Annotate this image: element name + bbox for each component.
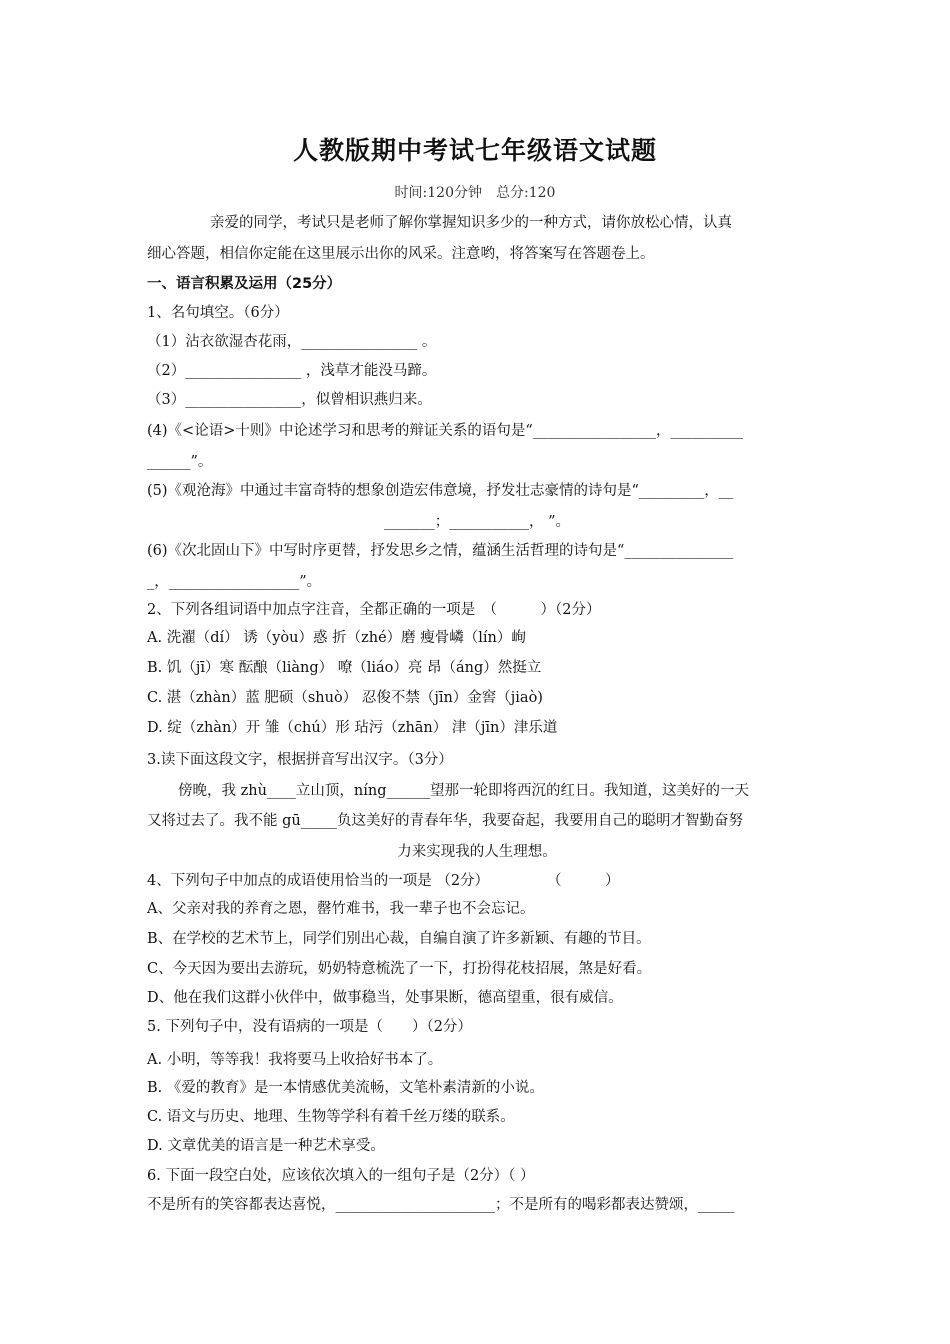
question-line: 不是所有的笑容都表达喜悦，______________________；不是所有的喝彩都表达赞颂，_____ bbox=[147, 1197, 735, 1213]
question-item: （3）________________，似曾相识燕归来。 bbox=[147, 392, 432, 408]
option-a: A. 小明，等等我！我将要马上收拾好书本了。 bbox=[147, 1052, 443, 1068]
option-d: D、他在我们这群小伙伴中，做事稳当，处事果断，德高望重，很有威信。 bbox=[147, 990, 623, 1006]
passage-line: 又将过去了。我不能 gū_____负这美好的青春年华，我要奋起，我要用自己的聪明才智勤奋努 bbox=[147, 813, 743, 829]
option-d: D. 文章优美的语言是一种艺术享受。 bbox=[147, 1138, 385, 1154]
question-item: _，__________________”。 bbox=[147, 574, 322, 590]
option-d: D. 绽（zhàn）开 雏（chú）形 玷污（zhān） 津（jīn）津乐道 bbox=[147, 720, 558, 736]
option-c: C、今天因为要出去游玩，奶奶特意梳洗了一下，打扮得花枝招展，煞是好看。 bbox=[147, 961, 652, 977]
option-a: A、父亲对我的养育之恩，罄竹难书，我一辈子也不会忘记。 bbox=[147, 901, 535, 917]
question-stem: 2、下列各组词语中加点字注音，全都正确的一项是 （ ）（2分） bbox=[147, 602, 601, 618]
exam-meta: 时间:120分钟 总分:120 bbox=[394, 185, 556, 201]
question-stem: 3.读下面这段文字，根据拼音写出汉字。（3分） bbox=[147, 752, 453, 768]
page-title: 人教版期中考试七年级语文试题 bbox=[292, 136, 657, 165]
option-c: C. 湛（zhàn）蓝 肥硕（shuò） 忍俊不禁（jīn）金窖（jiaò) bbox=[147, 690, 543, 706]
passage-line: 傍晚，我 zhù____立山顶，níng______望那一轮即将西沉的红日。我知道，这美好的一天 bbox=[178, 783, 750, 799]
question-item: (5)《观沧海》中通过丰富奇特的想象创造宏伟意境，抒发壮志豪情的诗句是“_________，__ bbox=[147, 483, 734, 499]
section-heading: 一、语言积累及运用（25分） bbox=[147, 276, 342, 292]
question-item: （2）________________ ，浅草才能没马蹄。 bbox=[147, 363, 437, 379]
passage-line: 力来实现我的人生理想。 bbox=[397, 844, 557, 860]
option-b: B、在学校的艺术节上，同学们别出心裁，自编自演了许多新颖、有趣的节目。 bbox=[147, 931, 651, 947]
question-item: ______”。 bbox=[147, 454, 213, 470]
option-a: A. 洗濯（dí） 诱（yòu）惑 折（zhé）磨 瘦骨嶙（lín）峋 bbox=[147, 630, 526, 646]
option-b: B. 《爱的教育》是一本情感优美流畅，文笔朴素清新的小说。 bbox=[147, 1080, 544, 1096]
question-item: （1）沾衣欲湿杏花雨，________________ 。 bbox=[147, 334, 437, 350]
question-stem: 4、下列句子中加点的成语使用恰当的一项是 （2分） （ ） bbox=[147, 873, 620, 889]
question-stem: 5. 下列句子中，没有语病的一项是（ ）（2分） bbox=[147, 1019, 472, 1035]
option-c: C. 语文与历史、地理、生物等学科有着千丝万缕的联系。 bbox=[147, 1109, 515, 1125]
intro-line: 亲爱的同学，考试只是老师了解你掌握知识多少的一种方式，请你放松心情，认真 bbox=[210, 215, 732, 231]
intro-line: 细心答题，相信你定能在这里展示出你的风采。注意哟，将答案写在答题卷上。 bbox=[147, 246, 655, 262]
question-stem: 1、名句填空。（6分） bbox=[147, 305, 289, 321]
option-b: B. 饥（jī）寒 酝酿（liàng） 嘹（liáo）亮 昂（áng）然挺立 bbox=[147, 660, 542, 676]
question-item: (4)《<论语>十则》中论述学习和思考的辩证关系的语句是“_________________，__________ bbox=[147, 423, 743, 439]
question-stem: 6. 下面一段空白处，应该依次填入的一组句子是（2分）（ ） bbox=[147, 1168, 535, 1184]
question-item: (6)《次北固山下》中写时序更替，抒发思乡之情，蕴涵生活哲理的诗句是“_______________ bbox=[147, 543, 734, 559]
question-item: _______；___________， ”。 bbox=[383, 514, 571, 530]
